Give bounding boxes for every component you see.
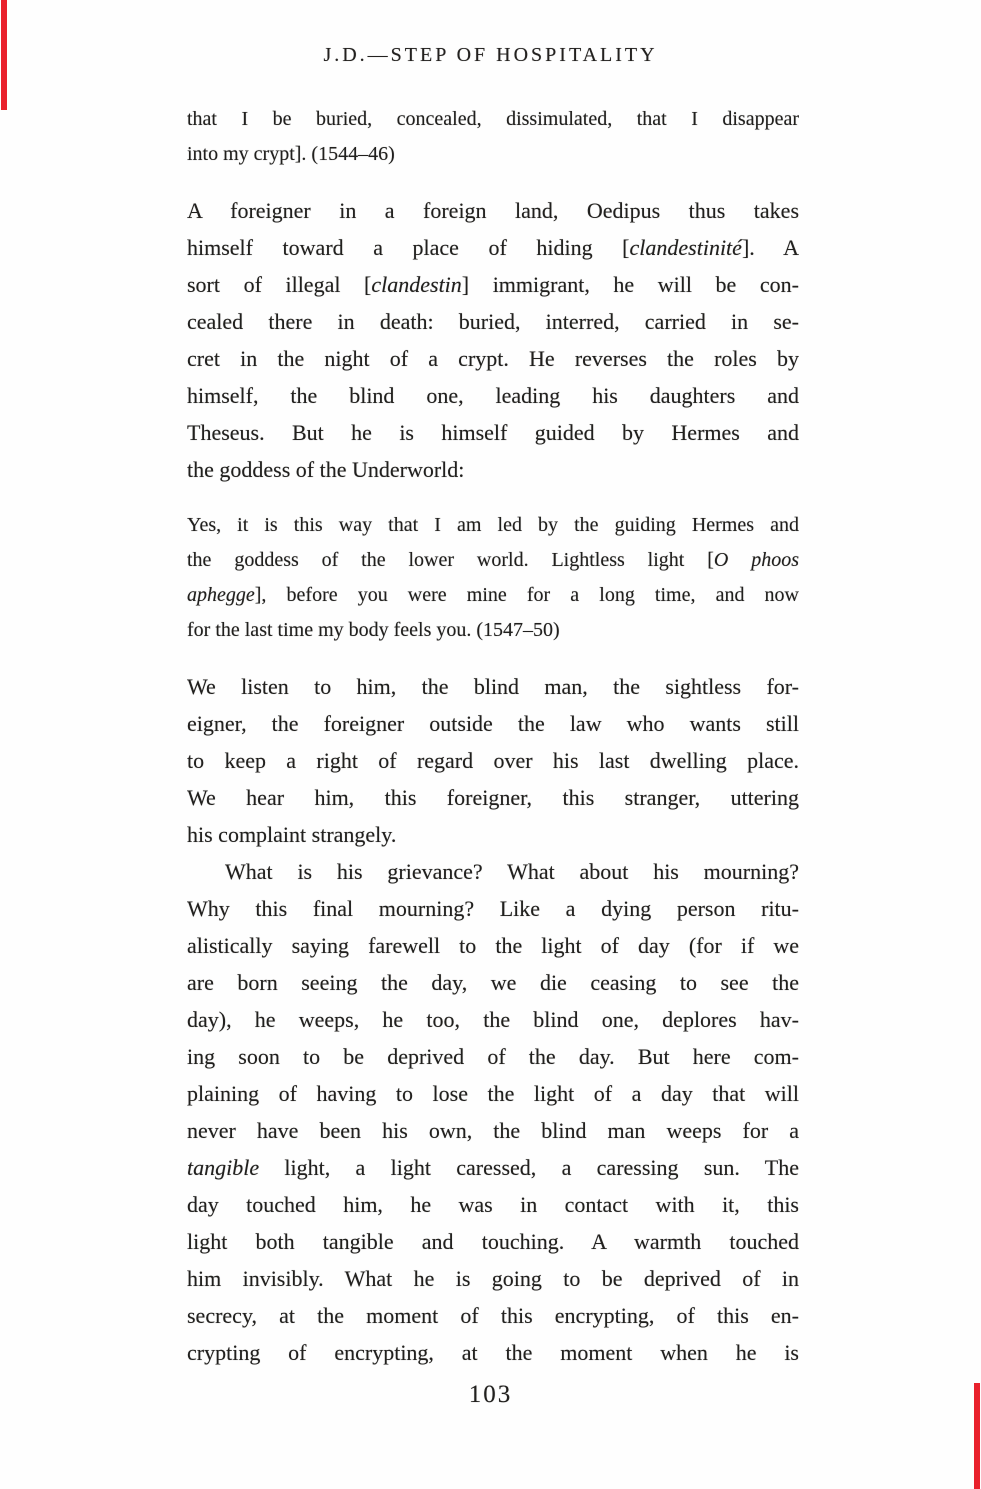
text-run: for the last time my body feels you. (1547–50) bbox=[187, 619, 560, 641]
text-run: secrecy, at the moment of this encrypting, of this en- bbox=[187, 1303, 799, 1328]
text-line bbox=[187, 1334, 799, 1371]
text-run: Yes, it is this way that I am led by the guiding Hermes and bbox=[187, 514, 799, 536]
italic-text: aphegge bbox=[187, 584, 255, 606]
text-line bbox=[187, 816, 799, 853]
text-block bbox=[187, 102, 799, 1371]
text-line bbox=[187, 613, 799, 648]
text-run: alistically saying farewell to the light of day (for if we bbox=[187, 933, 799, 958]
text-line bbox=[187, 890, 799, 927]
text-run: ], before you were mine for a long time, and now bbox=[254, 584, 799, 606]
block-quote bbox=[187, 508, 799, 648]
italic-text: clandestinité bbox=[629, 235, 742, 260]
italic-text: clandestin bbox=[371, 272, 462, 297]
text-run: We listen to him, the blind man, the sightless for- bbox=[187, 674, 799, 699]
text-line bbox=[187, 1075, 799, 1112]
paragraph bbox=[187, 853, 799, 1371]
text-line bbox=[187, 1297, 799, 1334]
text-line bbox=[187, 578, 799, 613]
text-line bbox=[187, 1223, 799, 1260]
text-run: his complaint strangely. bbox=[187, 822, 397, 847]
text-line bbox=[187, 742, 799, 779]
text-line bbox=[187, 266, 799, 303]
text-line bbox=[187, 1260, 799, 1297]
text-run: Theseus. But he is himself guided by Hermes and bbox=[187, 420, 799, 445]
text-line bbox=[187, 377, 799, 414]
text-line bbox=[187, 964, 799, 1001]
text-line bbox=[187, 192, 799, 229]
text-run: ing soon to be deprived of the day. But here com- bbox=[187, 1044, 799, 1069]
text-run: the goddess of the lower world. Lightless light [ bbox=[187, 549, 714, 571]
text-run: to keep a right of regard over his last dwelling place. bbox=[187, 748, 799, 773]
text-line bbox=[187, 705, 799, 742]
text-line bbox=[187, 1149, 799, 1186]
text-line bbox=[187, 1038, 799, 1075]
text-line bbox=[187, 1112, 799, 1149]
text-run: A foreigner in a foreign land, Oedipus thus takes bbox=[187, 198, 799, 223]
text-run: day touched him, he was in contact with it, this bbox=[187, 1192, 799, 1217]
text-run: light both tangible and touching. A warmth touched bbox=[187, 1229, 799, 1254]
running-header: J.D.—STEP OF HOSPITALITY bbox=[323, 44, 658, 66]
text-run: eigner, the foreigner outside the law who wants still bbox=[187, 711, 799, 736]
text-run: sort of illegal [ bbox=[187, 272, 372, 297]
text-run: ] immigrant, he will be con- bbox=[461, 272, 799, 297]
text-run: light, a light caressed, a caressing sun. The bbox=[259, 1155, 799, 1180]
text-line bbox=[187, 137, 799, 172]
text-run: the goddess of the Underworld: bbox=[187, 457, 465, 482]
text-line bbox=[187, 303, 799, 340]
text-line bbox=[187, 1001, 799, 1038]
text-run: cret in the night of a crypt. He reverses the roles by bbox=[187, 346, 799, 371]
text-line bbox=[187, 414, 799, 451]
text-run: never have been his own, the blind man weeps for a bbox=[187, 1118, 799, 1143]
text-run: Why this final mourning? Like a dying person ritu- bbox=[187, 896, 799, 921]
text-run: ]. A bbox=[741, 235, 799, 260]
text-run: are born seeing the day, we die ceasing to see the bbox=[187, 970, 799, 995]
paragraph bbox=[187, 192, 799, 488]
text-run: him invisibly. What he is going to be deprived of in bbox=[187, 1266, 799, 1291]
text-run: crypting of encrypting, at the moment when he is bbox=[187, 1340, 799, 1365]
text-run: cealed there in death: buried, interred, carried in se- bbox=[187, 309, 799, 334]
text-line bbox=[187, 779, 799, 816]
text-line bbox=[187, 668, 799, 705]
text-line bbox=[187, 1186, 799, 1223]
text-run: plaining of having to lose the light of a day that will bbox=[187, 1081, 799, 1106]
paragraph bbox=[187, 668, 799, 853]
text-line bbox=[187, 927, 799, 964]
text-line bbox=[187, 229, 799, 266]
italic-text: tangible bbox=[187, 1155, 260, 1180]
italic-text: O phoos bbox=[713, 549, 799, 571]
text-run: himself toward a place of hiding [ bbox=[187, 235, 630, 260]
text-run: that I be buried, concealed, dissimulated, that I disappear bbox=[187, 108, 799, 130]
text-line bbox=[187, 543, 799, 578]
block-quote bbox=[187, 102, 799, 172]
text-run: We hear him, this foreigner, this stranger, uttering bbox=[187, 785, 799, 810]
text-run: into my crypt]. (1544–46) bbox=[187, 143, 395, 165]
text-line bbox=[187, 340, 799, 377]
page-number: 103 bbox=[468, 1381, 513, 1408]
text-run: day), he weeps, he too, the blind one, deplores hav- bbox=[187, 1007, 799, 1032]
text-line bbox=[187, 853, 799, 890]
text-line bbox=[187, 508, 799, 543]
text-line bbox=[187, 102, 799, 137]
text-run: What is his grievance? What about his mourning? bbox=[225, 859, 799, 884]
text-line bbox=[187, 451, 799, 488]
text-run: himself, the blind one, leading his daughters and bbox=[187, 383, 799, 408]
